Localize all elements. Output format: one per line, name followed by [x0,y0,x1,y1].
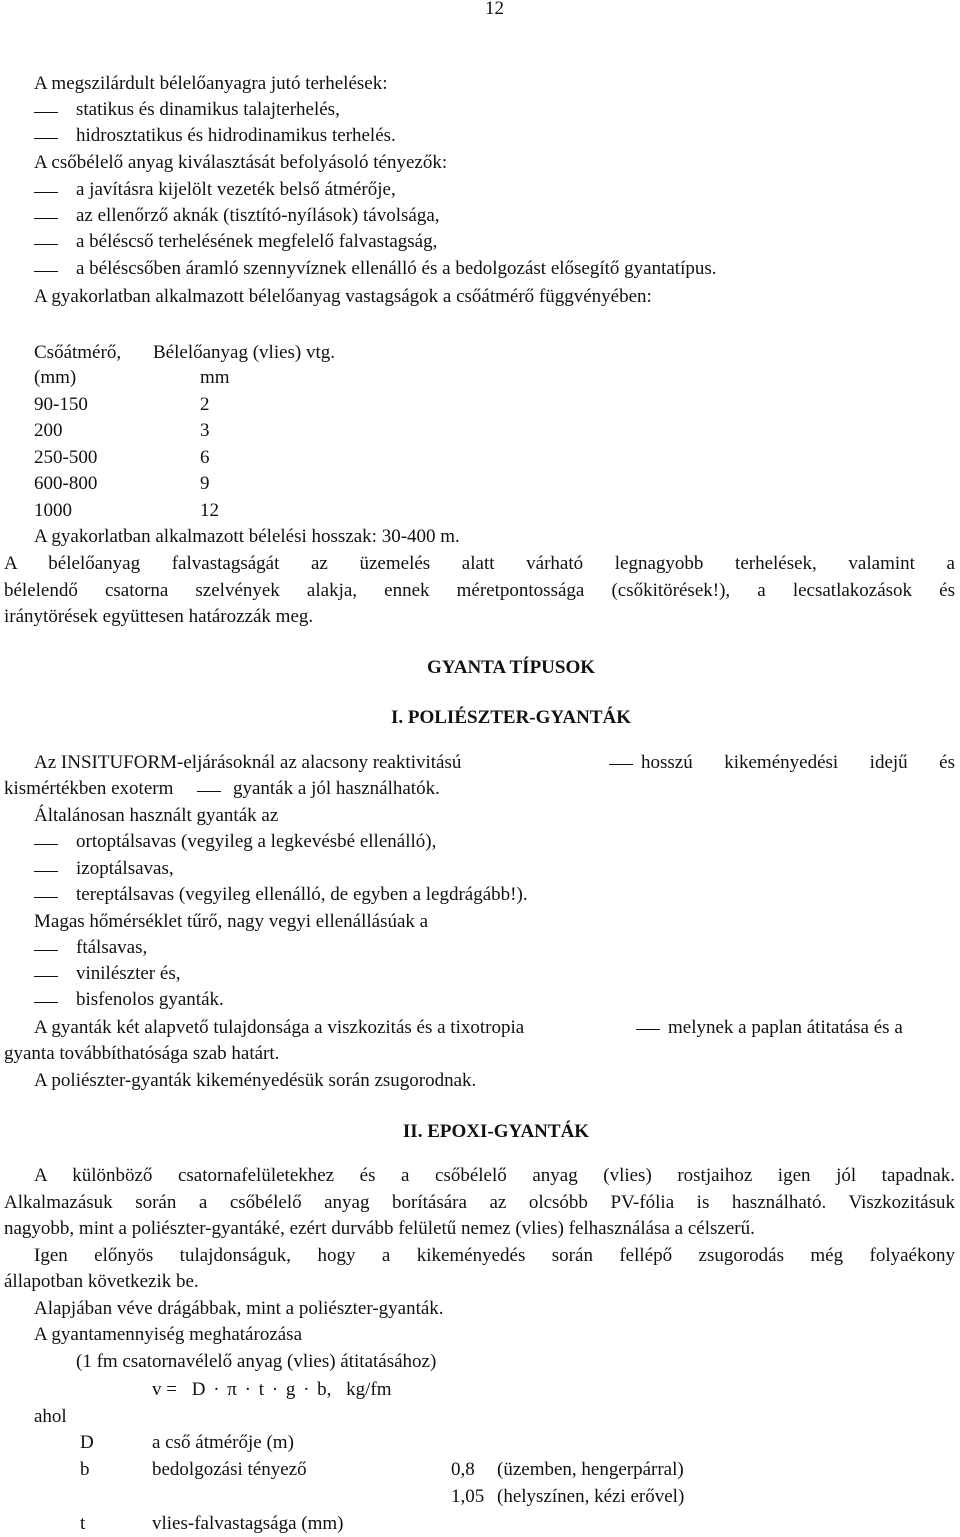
heading-resin-types: GYANTA TÍPUSOK [426,657,596,678]
hightemp-intro: Magas hőmérséklet tűrő, nagy vegyi ellenállásúak a [34,911,429,932]
hightemp-item-2: vinilészter és, [76,963,181,984]
dash-bullet [34,271,58,272]
insituform-line-1a: Az INSITUFORM-eljárásoknál az alacsony reaktivitású [34,752,462,773]
hightemp-item-1: ftálsavas, [76,937,148,958]
dash-bullet [34,138,58,139]
loads-item-2: hidrosztatikus és hidrodinamikus terhelés. [76,125,396,146]
thickness-unit-liner: mm [200,367,230,388]
properties-line-2: gyanta továbbíthatósága szab határt. [4,1043,280,1064]
quantity-subtitle: (1 fm csatornavélelő anyag (vlies) átitatásához) [76,1351,437,1372]
dash-bullet [34,218,58,219]
heading-epoxy: II. EPOXI-GYANTÁK [402,1121,590,1142]
thickness-header-diameter: Csőátmérő, [34,342,122,363]
thickness-row-diameter: 250-500 [34,447,98,468]
liner-lengths: A gyakorlatban alkalmazott bélelési hosszak: 30-400 m. [34,526,460,547]
general-item-2: izoptálsavas, [76,858,174,879]
general-intro: Általánosan használt gyanták az [34,805,279,826]
var-symbol: t [80,1513,86,1534]
thickness-row-value: 6 [200,447,210,468]
var-value: 0,8 [451,1459,475,1480]
general-item-1: ortoptálsavas (vegyileg a legkevésbé ellenálló), [76,831,437,852]
var-description: vlies-falvastagsága (mm) [152,1513,344,1534]
insituform-line-1b: hosszú kikeményedési idejű és [641,752,955,773]
dash-separator [609,764,633,765]
var-symbol: b [80,1459,90,1480]
dash-separator [636,1029,660,1030]
wall-para-line-3: iránytörések együttesen határozzák meg. [4,606,314,627]
dash-bullet [34,950,58,951]
where-label: ahol [34,1406,67,1427]
factors-item-2: az ellenőrző aknák (tisztító-nyílások) távolsága, [76,205,440,226]
thickness-row-diameter: 200 [34,420,63,441]
formula-t: t [258,1379,264,1400]
var-note: (üzemben, hengerpárral) [497,1459,684,1480]
thickness-row-diameter: 1000 [34,500,72,521]
thickness-intro: A gyakorlatban alkalmazott bélelőanyag vastagságok a csőátmérő függvényében: [34,286,652,307]
thickness-unit-diameter: (mm) [34,367,77,388]
properties-line-1a: A gyanták két alapvető tulajdonsága a viszkozitás és a tixotropia [34,1017,525,1038]
formula [152,1378,392,1402]
var-description: a cső átmérője (m) [152,1432,294,1453]
formula-d: D [191,1379,206,1400]
epoxy-line-1: A különböző csatornafelületekhez és a csőbélelő anyag (vlies) rostjaihoz igen jól tapadnak. [34,1165,955,1186]
hightemp-item-3: bisfenolos gyanták. [76,989,224,1010]
loads-intro: A megszilárdult bélelőanyagra jutó terhelések: [34,73,388,94]
loads-item-1: statikus és dinamikus talajterhelés, [76,99,340,120]
dash-bullet [34,871,58,872]
thickness-row-diameter: 600-800 [34,473,98,494]
dash-bullet [34,897,58,898]
dash-bullet [34,192,58,193]
insituform-line-2a: kismértékben exoterm [4,778,174,799]
formula-lhs: v = [152,1379,177,1400]
properties-line-1b: melynek a paplan átitatása és a [668,1017,903,1038]
var-value: 1,05 [451,1486,485,1507]
factors-item-4: a béléscsőben áramló szennyvíznek ellenálló és a bedolgozást elősegítő gyantatípus. [76,258,717,279]
dash-bullet [34,844,58,845]
var-symbol: D [80,1432,94,1453]
formula-dot: · [303,1379,310,1400]
var-description: bedolgozási tényező [152,1459,307,1480]
dash-separator [197,791,221,792]
thickness-row-value: 3 [200,420,210,441]
quantity-title: A gyantamennyiség meghatározása [34,1324,303,1345]
thickness-row-value: 2 [200,394,210,415]
formula-dot: · [271,1379,279,1400]
advantage-line-2: állapotban következik be. [4,1271,199,1292]
thickness-row-value: 9 [200,473,210,494]
thickness-row-value: 12 [200,500,219,521]
thickness-row-diameter: 90-150 [34,394,88,415]
heading-polyester: I. POLIÉSZTER-GYANTÁK [390,707,632,728]
dash-bullet [34,244,58,245]
page-number: 12 [485,0,504,19]
dash-bullet [34,976,58,977]
thickness-header-liner: Bélelőanyag (vlies) vtg. [153,342,336,363]
var-note: (helyszínen, kézi erővel) [497,1486,685,1507]
factors-item-1: a javításra kijelölt vezeték belső átmérője, [76,179,396,200]
dash-bullet [34,1002,58,1003]
epoxy-line-2: Alkalmazásuk során a csőbélelő anyag borítására az olcsóbb PV-fólia is használható. Viszkozitásuk [4,1192,955,1213]
formula-dot: · [244,1379,251,1400]
formula-pi: π [227,1379,237,1400]
expensive-sentence: Alapjában véve drágábbak, mint a poliészter-gyanták. [34,1298,444,1319]
advantage-line-1: Igen előnyös tulajdonságuk, hogy a kikeményedés során fellépő zsugorodás még folyaékony [34,1245,955,1266]
general-item-3: tereptálsavas (vegyileg ellenálló, de egyben a legdrágább!). [76,884,528,905]
wall-para-line-1: A bélelőanyag falvastagságát az üzemelés alatt várható legnagyobb terhelések, valamint a [4,553,955,574]
factors-item-3: a béléscső terhelésének megfelelő falvastagság, [76,231,438,252]
formula-unit: kg/fm [346,1379,392,1400]
epoxy-line-3: nagyobb, mint a poliészter-gyantáké, ezért durvább felületű nemez (vlies) felhasználása a célszerű. [4,1218,755,1239]
insituform-line-2b: gyanták a jól használhatók. [233,778,440,799]
formula-dot: · [213,1379,220,1400]
shrink-sentence: A poliészter-gyanták kikeményedésük során zsugorodnak. [34,1070,477,1091]
formula-g: g [285,1379,296,1400]
factors-intro: A csőbélelő anyag kiválasztását befolyásoló tényezők: [34,152,448,173]
wall-para-line-2: bélelendő csatorna szelvények alakja, ennek méretpontossága (csőkitörések!), a lecsatlakozások és [4,580,955,601]
dash-bullet [34,112,58,113]
formula-b: b, [317,1379,332,1400]
